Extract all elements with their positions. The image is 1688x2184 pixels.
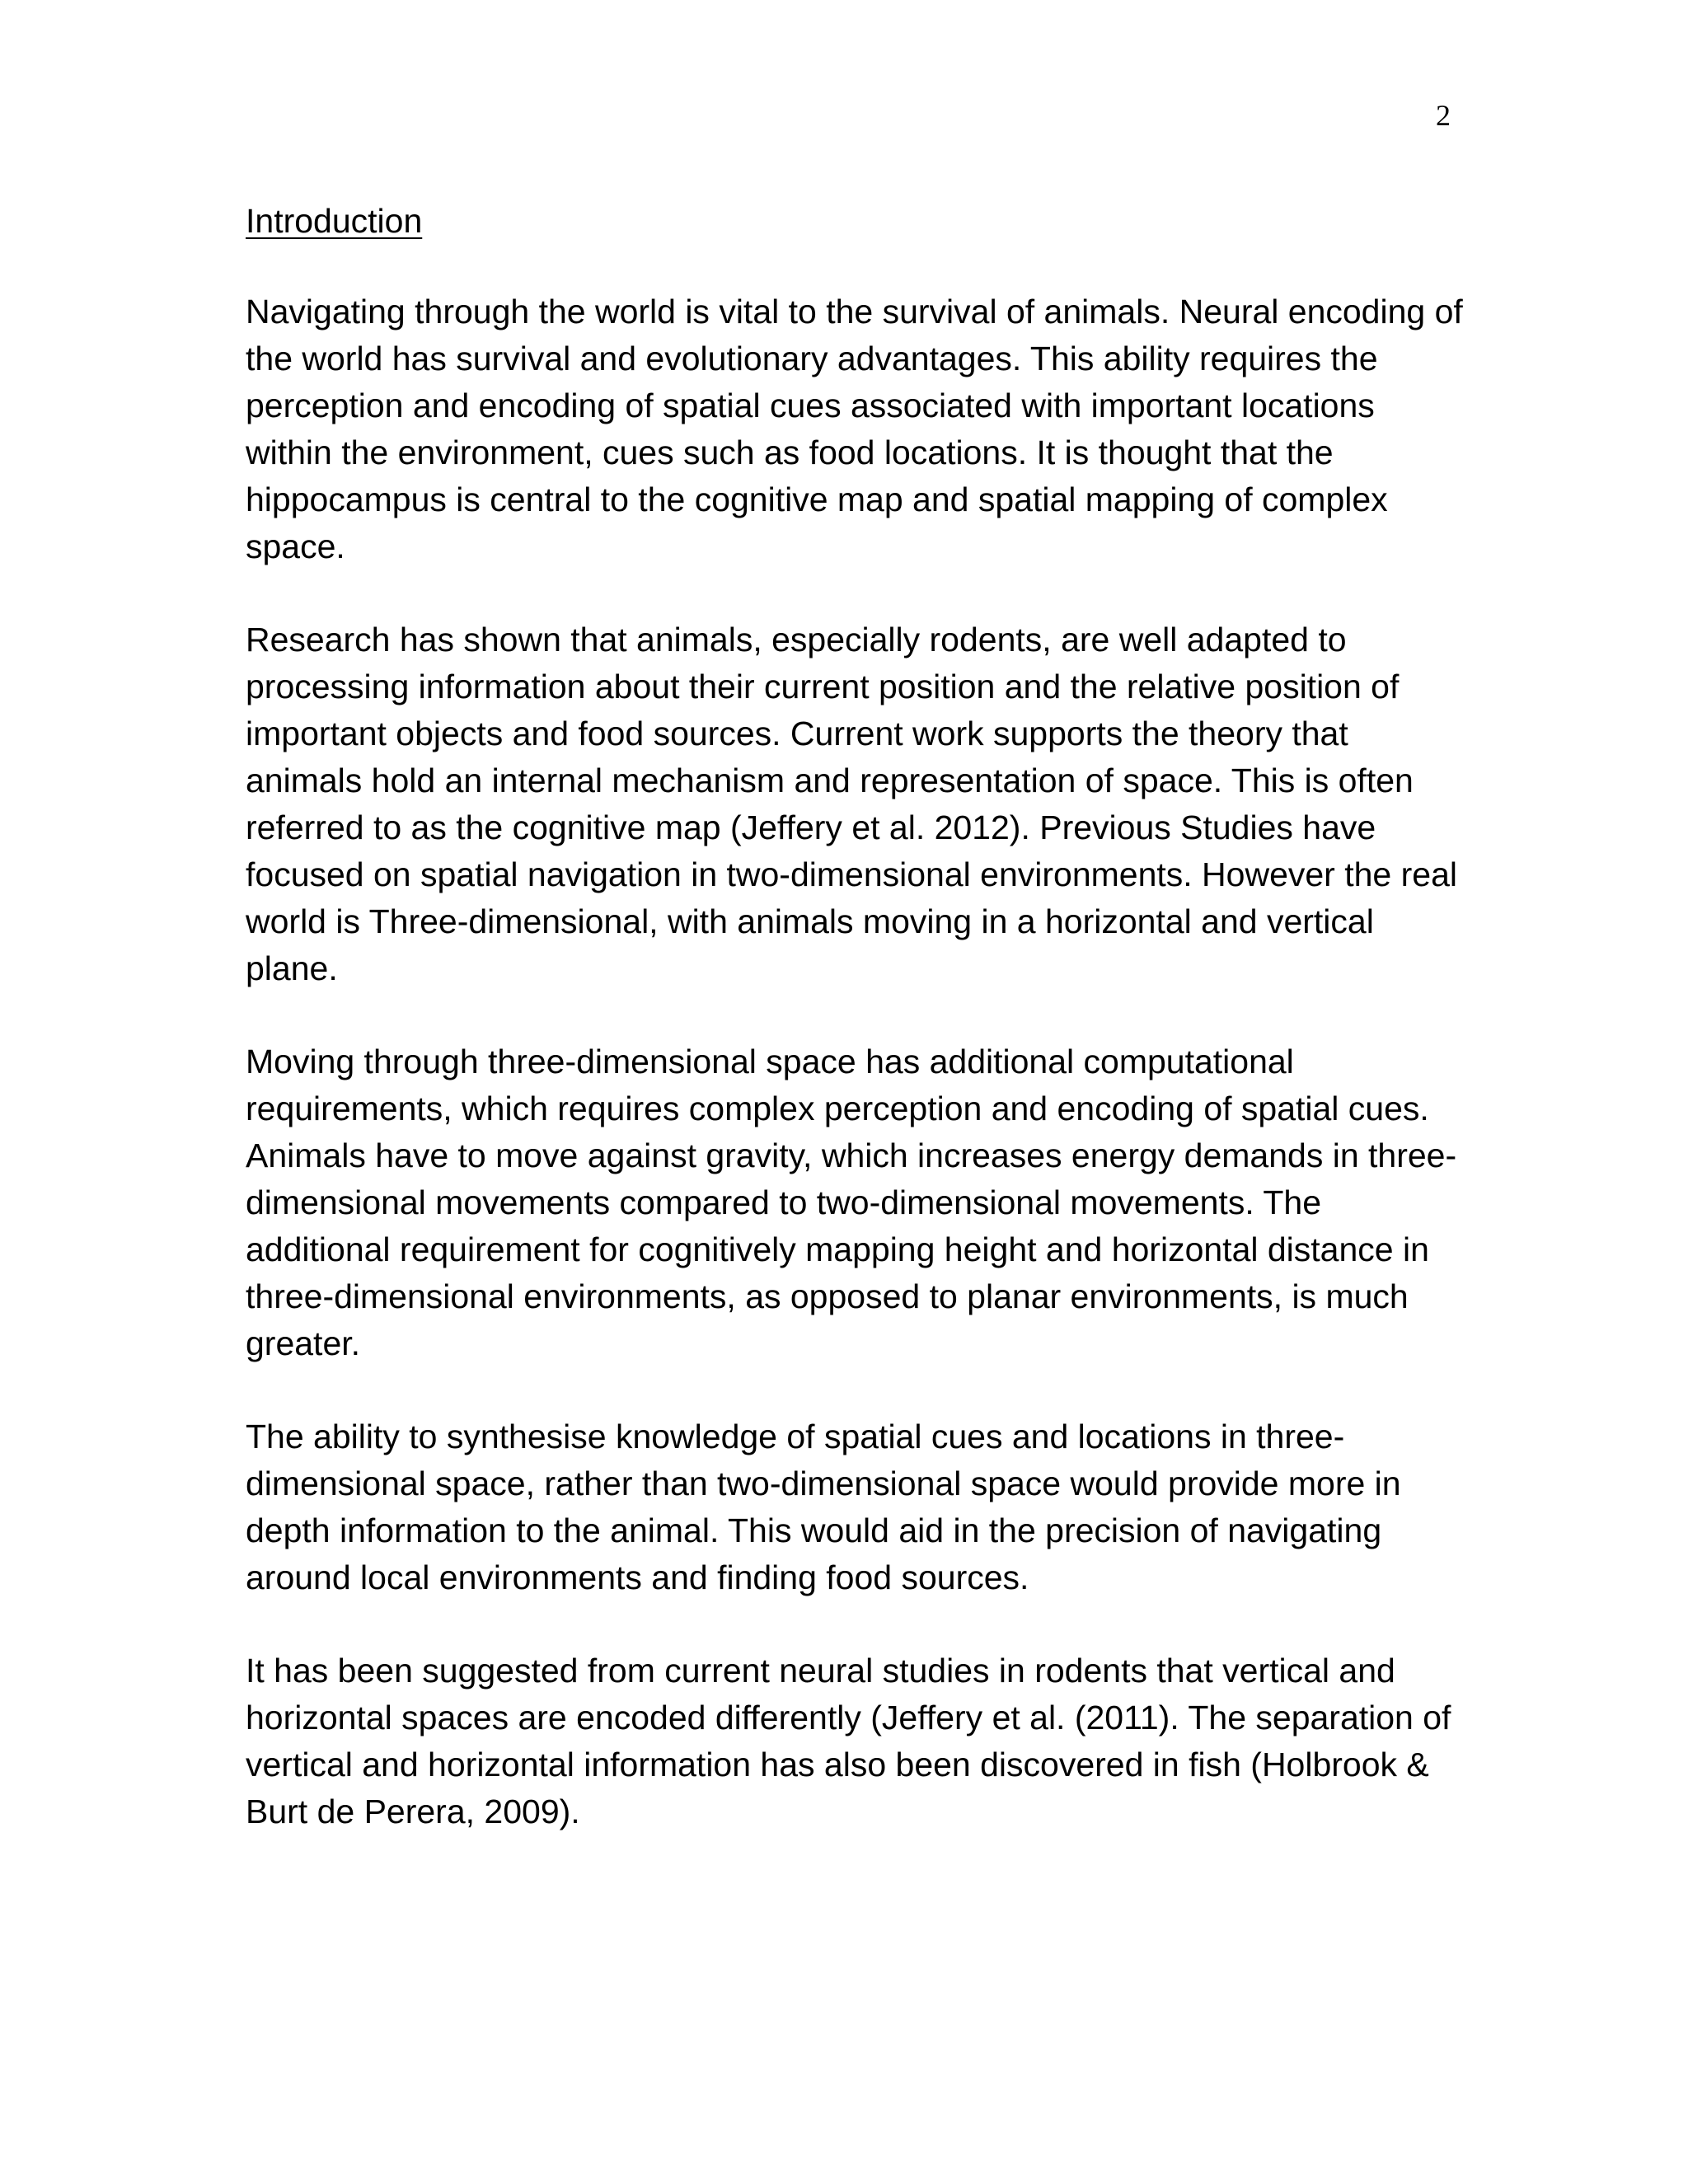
paragraph-3: Moving through three-dimensional space has additional computational requirements, which requires complex perception and encoding of spatial cues. Animals have to move against gravity, which increases energy demands in three-dimensional movements compared to two-dimensional movements. The additional requirement for cognitively mapping height and horizontal distance in three-dimensional environments, as opposed to planar environments, is much greater. xyxy=(246,1043,1457,1362)
section-heading: Introduction xyxy=(246,202,423,240)
document-body xyxy=(246,198,1465,1882)
paragraph-4: The ability to synthesise knowledge of spatial cues and locations in three-dimensional space, rather than two-dimensional space would provide more in depth information to the animal. This would aid in the precision of navigating around local environments and finding food sources. xyxy=(246,1418,1401,1596)
page-number: 2 xyxy=(1436,99,1451,132)
paragraph-1: Navigating through the world is vital to the survival of animals. Neural encoding of the world has survival and evolutionary advantages. This ability requires the perception and encoding of spatial cues associated with important locations within the environment, cues such as food locations. It is thought that the hippocampus is central to the cognitive map and spatial mapping of complex space. xyxy=(246,293,1463,565)
paragraph-5: It has been suggested from current neural studies in rodents that vertical and horizontal spaces are encoded differently (Jeffery et al. (2011). The separation of vertical and horizontal information has also been discovered in fish (Holbrook & Burt de Perera, 2009). xyxy=(246,1652,1451,1830)
paragraph-2: Research has shown that animals, especially rodents, are well adapted to processing information about their current position and the relative position of important objects and food sources. Current work supports the theory that animals hold an internal mechanism and representation of space. This is often referred to as the cognitive map (Jeffery et al. 2012). Previous Studies have focused on spatial navigation in two-dimensional environments. However the real world is Three-dimensional, with animals moving in a horizontal and vertical plane. xyxy=(246,621,1457,987)
